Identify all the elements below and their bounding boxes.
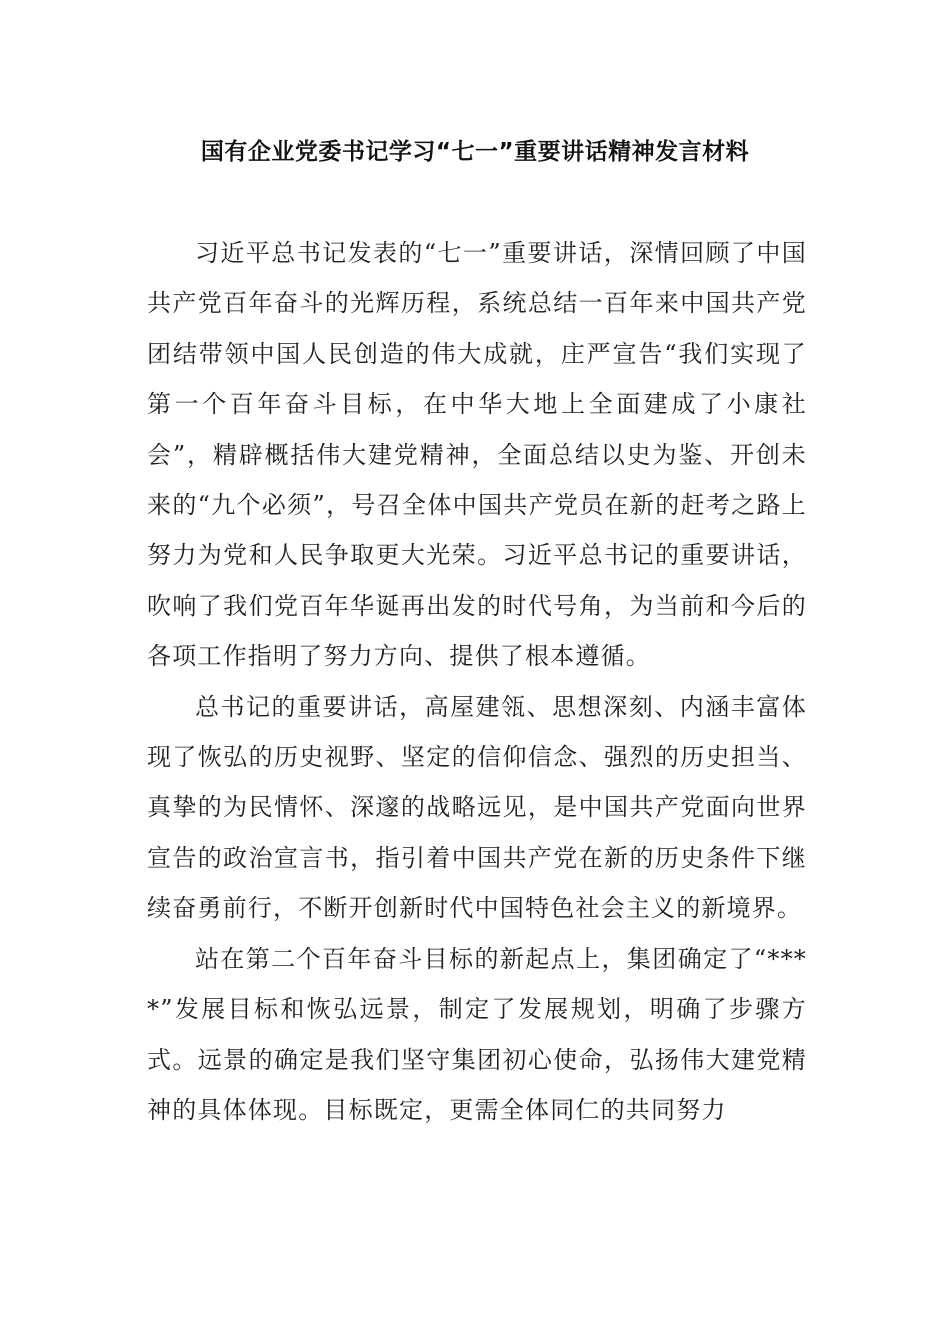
document-body: [147, 228, 807, 1135]
body-paragraph-2: 总书记的重要讲话，高屋建瓴、思想深刻、内涵丰富体现了恢弘的历史视野、坚定的信仰信念、强烈的历史担当、真挚的为民情怀、深邃的战略远见，是中国共产党面向世界宣告的政治宣言书，指引着中国共产党在新的历史条件下继续奋勇前行，不断开创新时代中国特色社会主义的新境界。: [147, 692, 807, 923]
body-paragraph-3: 站在第二个百年奋斗目标的新起点上，集团确定了“****”发展目标和恢弘远景，制定了发展规划，明确了步骤方式。远景的确定是我们坚守集团初心使命，弘扬伟大建党精神的具体体现。目标既定，更需全体同仁的共同努力: [147, 944, 807, 1124]
body-paragraph-1: 习近平总书记发表的“七一”重要讲话，深情回顾了中国共产党百年奋斗的光辉历程，系统总结一百年来中国共产党团结带领中国人民创造的伟大成就，庄严宣告“我们实现了第一个百年奋斗目标，在中华大地上全面建成了小康社会”，精辟概括伟大建党精神，全面总结以史为鉴、开创未来的“九个必须”，号召全体中国共产党员在新的赶考之路上努力为党和人民争取更大光荣。习近平总书记的重要讲话，吹响了我们党百年华诞再出发的时代号角，为当前和今后的各项工作指明了努力方向、提供了根本遵循。: [147, 239, 807, 671]
document-title: 国有企业党委书记学习“七一”重要讲话精神发言材料: [200, 139, 750, 165]
